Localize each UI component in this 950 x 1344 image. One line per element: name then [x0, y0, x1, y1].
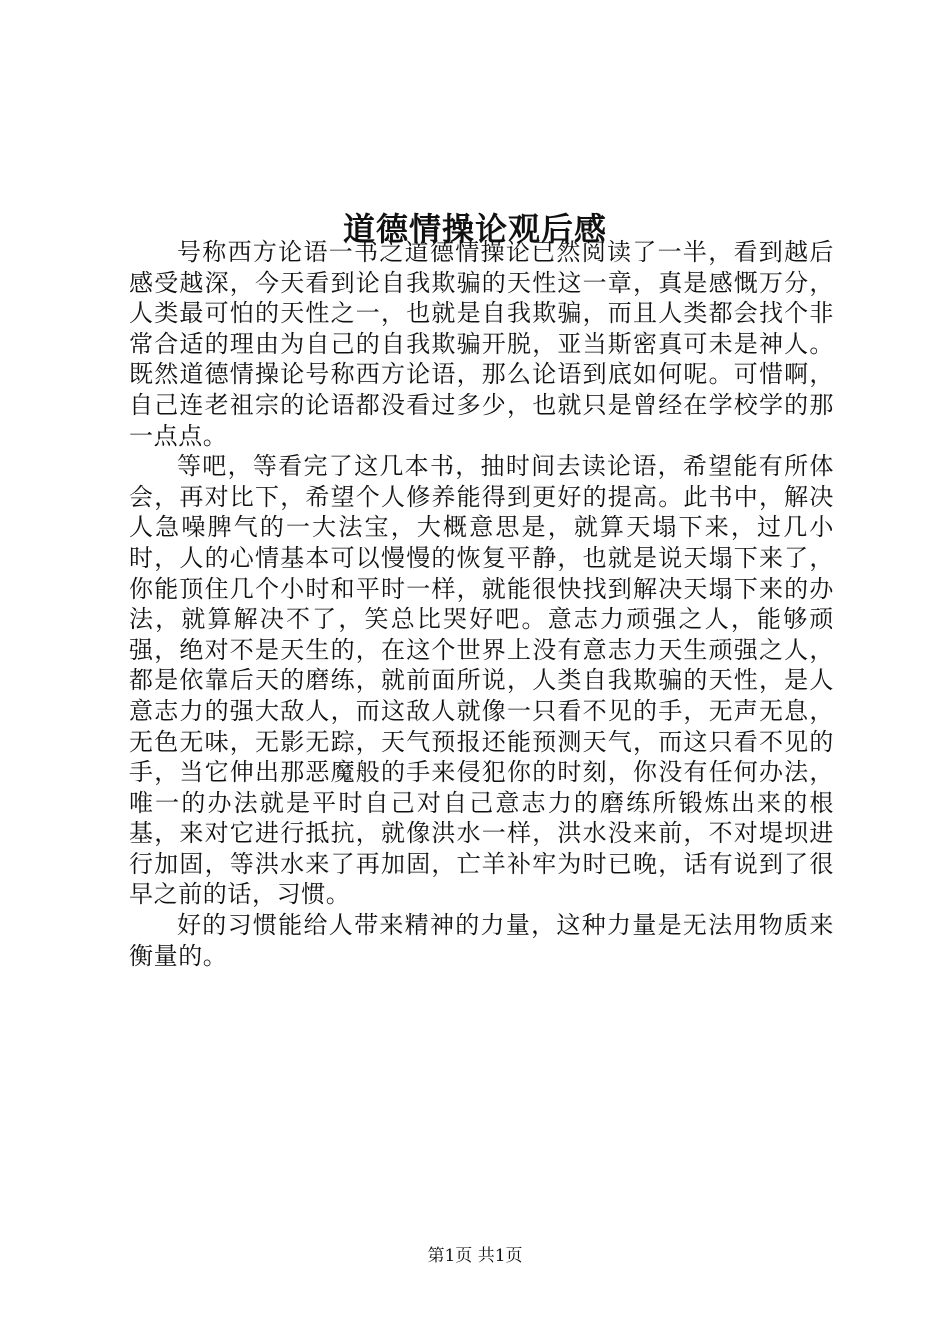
document-body — [129, 237, 834, 971]
document-title: 道德情操论观后感 — [342, 210, 607, 249]
paragraph: 好的习惯能给人带来精神的力量，这种力量是无法用物质来衡量的。 — [129, 911, 834, 970]
paragraph: 等吧，等看完了这几本书，抽时间去读论语，希望能有所体会，再对比下，希望个人修养能得到更好的提高。此书中，解决人急噪脾气的一大法宝，大概意思是，就算天塌下来，过几小时，人的心情基本可以慢慢的恢复平静，也就是说天塌下来了，你能顶住几个小时和平时一样，就能很快找到解决天塌下来的办法，就算解决不了，笑总比哭好吧。意志力顽强之人，能够顽强，绝对不是天生的，在这个世界上没有意志力天生顽强之人，都是依靠后天的磨练，就前面所说，人类自我欺骗的天性，是人意志力的强大敌人，而这敌人就像一只看不见的手，无声无息，无色无味，无影无踪，天气预报还能预测天气，而这只看不见的手，当它伸出那恶魔般的手来侵犯你的时刻，你没有任何办法，唯一的办法就是平时自己对自己意志力的磨练所锻炼出来的根基，来对它进行抵抗，就像洪水一样，洪水没来前，不对堤坝进行加固，等洪水来了再加固，亡羊补牢为时已晚，话有说到了很早之前的话，习惯。 — [129, 452, 834, 909]
paragraph: 号称西方论语一书之道德情操论已然阅读了一半，看到越后感受越深，今天看到论自我欺骗的天性这一章，真是感慨万分，人类最可怕的天性之一，也就是自我欺骗，而且人类都会找个非常合适的理由为自己的自我欺骗开脱，亚当斯密真可未是神人。既然道德情操论号称西方论语，那么论语到底如何呢。可惜啊，自己连老祖宗的论语都没看过多少，也就只是曾经在学校学的那一点点。 — [129, 238, 834, 450]
page-footer: 第1页 共1页 — [427, 1246, 523, 1266]
